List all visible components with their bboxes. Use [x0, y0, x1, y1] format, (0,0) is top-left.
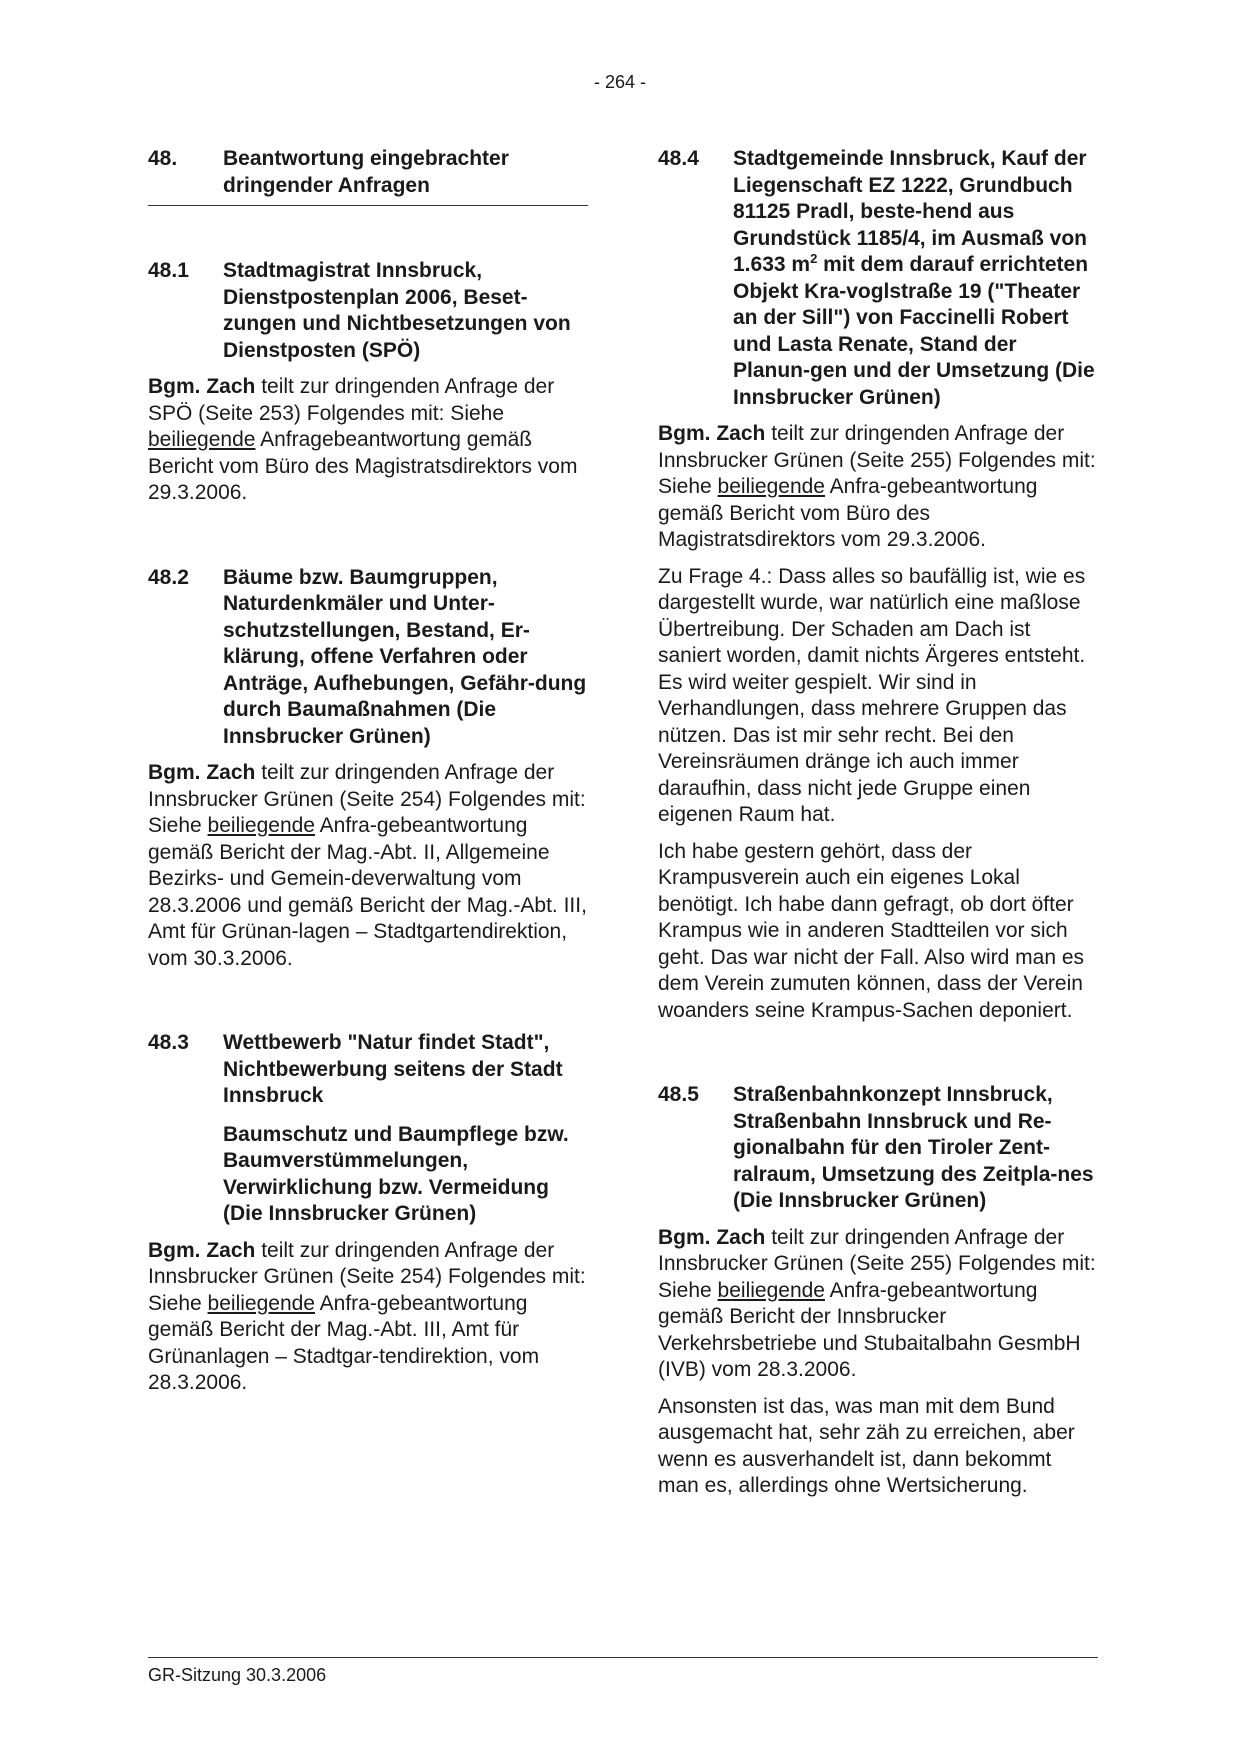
- section-heading: [148, 1030, 588, 1110]
- section-title: Beantwortung eingebrachter dringender Anfragen: [223, 147, 509, 197]
- section-number: 48.4: [658, 147, 699, 170]
- section-heading: [148, 565, 588, 751]
- left-column: [148, 146, 588, 1397]
- body-paragraph: Ich habe gestern gehört, dass der Krampusverein auch ein eigenes Lokal benötigt. Ich habe dann gefragt, ob dort öfter Krampus wie in anderen Stadtteilen vor sich geht. Das war nicht der Fall. Also wird man es dem Verein zumuten können, dass der Verein woanders seine Krampus-Sachen deponiert.: [658, 839, 1085, 1022]
- section-48-1: [148, 258, 588, 507]
- section-number: 48.2: [148, 565, 189, 589]
- answer-paragraph: Bgm. Zach teilt zur dringenden Anfrage der Innsbrucker Grünen (Seite 255) Folgendes mit: Siehe beiliegende Anfra-gebeantwortung gemäß Bericht vom Büro des Magistratsdirektors vom 29.3.2006.: [658, 422, 1096, 551]
- section-48-5: [658, 1082, 1098, 1500]
- underlined-word: beiliegende: [717, 1278, 825, 1302]
- section-48-3: [148, 1030, 588, 1397]
- section-number: 48.3: [148, 1031, 189, 1054]
- speaker-name: Bgm. Zach: [658, 1225, 766, 1249]
- footer-rule: [148, 1657, 1098, 1658]
- speaker-name: Bgm. Zach: [148, 761, 256, 784]
- underlined-word: beiliegende: [207, 814, 315, 837]
- heading-rule: [148, 205, 588, 206]
- section-title: Stadtmagistrat Innsbruck, Dienstpostenplan 2006, Beset-zungen und Nichtbesetzungen von Dienstposten (SPÖ): [223, 259, 571, 362]
- answer-paragraph: Bgm. Zach teilt zur dringenden Anfrage der Innsbrucker Grünen (Seite 254) Folgendes mit: Siehe beiliegende Anfra-gebeantwortung gemäß Bericht der Mag.-Abt. II, Allgemeine Bezirks- und Gemein-deverwaltung vom 28.3.2006 und gemäß Bericht der Mag.-Abt. III, Amt für Grünan-lagen – Stadtgartendirektion, vom 30.3.2006.: [148, 761, 587, 970]
- right-column: [658, 146, 1098, 1500]
- speaker-name: Bgm. Zach: [148, 375, 256, 398]
- section-title: Straßenbahnkonzept Innsbruck, Straßenbahn Innsbruck und Re-gionalbahn für den Tiroler Zent-ralraum, Umsetzung des Zeitpla-nes (Die Innsbrucker Grünen): [733, 1083, 1094, 1212]
- body-paragraph: Zu Frage 4.: Dass alles so baufällig ist, wie es dargestellt wurde, war natürlich eine maßlose Übertreibung. Der Schaden am Dach ist saniert worden, damit nichts Ärgeres entsteht. Es wird weiter gespielt. Wir sind in Verhandlungen, dass mehrere Gruppen das nützen. Das ist mir sehr recht. Bei den Vereinsräumen dränge ich auch immer daraufhin, dass nicht jede Gruppe einen eigenen Raum hat.: [658, 564, 1086, 826]
- speaker-name: Bgm. Zach: [658, 422, 766, 445]
- speaker-name: Bgm. Zach: [148, 1238, 256, 1262]
- section-heading: [148, 258, 588, 364]
- section-heading: [658, 146, 1098, 411]
- section-subtitle: Baumschutz und Baumpflege bzw. Baumverstümmelungen, Verwirklichung bzw. Vermeidung (Die Innsbrucker Grünen): [223, 1122, 569, 1225]
- underlined-word: beiliegende: [148, 428, 256, 451]
- section-heading: [658, 1082, 1098, 1215]
- section-48-4: [658, 146, 1098, 1024]
- section-number: 48.: [148, 147, 178, 170]
- answer-paragraph: Bgm. Zach teilt zur dringenden Anfrage der Innsbrucker Grünen (Seite 255) Folgendes mit: Siehe beiliegende Anfra-gebeantwortung gemäß Bericht der Innsbrucker Verkehrsbetriebe und Stubaitalbahn GesmbH (IVB) vom 28.3.2006.: [658, 1225, 1096, 1381]
- section-48: [148, 146, 588, 206]
- body-paragraph: Ansonsten ist das, was man mit dem Bund ausgemacht hat, sehr zäh zu erreichen, aber wenn es ausverhandelt ist, dann bekommt man es, allerdings ohne Wertsicherung.: [658, 1394, 1075, 1497]
- underlined-word: beiliegende: [207, 1291, 315, 1315]
- answer-paragraph: Bgm. Zach teilt zur dringenden Anfrage der Innsbrucker Grünen (Seite 254) Folgendes mit: Siehe beiliegende Anfra-gebeantwortung gemäß Bericht der Mag.-Abt. III, Amt für Grünanlagen – Stadtgar-tendirektion, vom 28.3.2006.: [148, 1238, 586, 1394]
- section-title: Stadtgemeinde Innsbruck, Kauf der Liegenschaft EZ 1222, Grundbuch 81125 Pradl, beste-hend aus Grundstück 1185/4, im Ausmaß von 1.633 $m^2$ mit dem darauf errichteten Objekt Kra-voglstraße 19 ("Theater an der Sill") von Faccinelli Robert und Lasta Renate, Stand der Planun-gen und der Umsetzung (Die Innsbrucker Grünen): [733, 147, 1095, 409]
- section-number: 48.1: [148, 259, 189, 282]
- superscript: 2: [810, 251, 818, 266]
- answer-paragraph: Bgm. Zach teilt zur dringenden Anfrage der SPÖ (Seite 253) Folgendes mit: Siehe beiliegende Anfragebeantwortung gemäß Bericht vom Büro des Magistratsdirektors vom 29.3.2006.: [148, 375, 578, 504]
- section-number: 48.5: [658, 1083, 699, 1106]
- page-number: - 264 -: [593, 72, 647, 92]
- section-title: Bäume bzw. Baumgruppen, Naturdenkmäler und Unter-schutzstellungen, Bestand, Er-klärung, offene Verfahren oder Anträge, Aufhebungen, Gefähr-dung durch Baumaßnahmen (Die Innsbrucker Grünen): [223, 565, 587, 748]
- section-heading: [148, 146, 588, 199]
- underlined-word: beiliegende: [717, 475, 825, 498]
- section-title: Wettbewerb "Natur findet Stadt", Nichtbewerbung seitens der Stadt Innsbruck: [223, 1031, 563, 1107]
- section-48-2: [148, 565, 588, 973]
- footer-text: GR-Sitzung 30.3.2006: [148, 1665, 327, 1685]
